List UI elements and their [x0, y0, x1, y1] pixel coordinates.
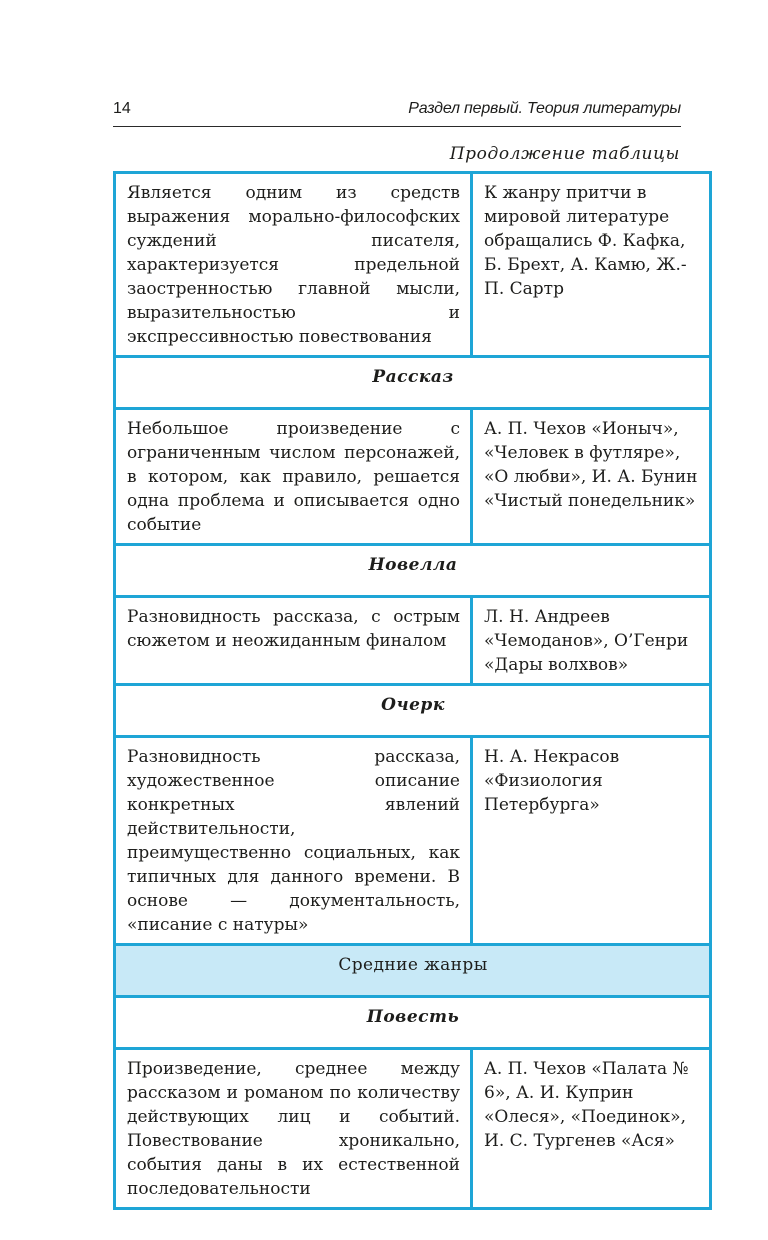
subhead-row	[115, 997, 711, 1049]
description-cell: Небольшое произведение с ограниченным числом персонажей, в котором, как правило, решается одна проблема и описывается одно событие	[115, 409, 472, 545]
examples-cell: К жанру притчи в мировой литературе обращались Ф. Кафка, Б. Брехт, А. Камю, Ж.-П. Сартр	[472, 173, 711, 357]
page-number: 14	[113, 100, 131, 117]
table-row	[115, 597, 711, 685]
genre-subheading: Повесть	[115, 997, 711, 1049]
examples-cell: А. П. Чехов «Ионыч», «Человек в футляре», «О любви», И. А. Бунин «Чистый понедельник»	[472, 409, 711, 545]
examples-cell: А. П. Чехов «Палата № 6», А. И. Куприн «Олеся», «Поединок», И. С. Тургенев «Ася»	[472, 1049, 711, 1209]
genre-subheading: Очерк	[115, 685, 711, 737]
subhead-row	[115, 685, 711, 737]
examples-cell: Л. Н. Андреев «Чемоданов», О’Генри «Дары волхвов»	[472, 597, 711, 685]
description-cell: Разновидность рассказа, художественное описание конкретных явлений действительности, преимущественно социальных, как типичных для данного времени. В основе — документальность, «писание с натуры»	[115, 737, 472, 945]
subhead-row	[115, 545, 711, 597]
table-row	[115, 1049, 711, 1209]
section-heading: Средние жанры	[115, 945, 711, 997]
table-row	[115, 737, 711, 945]
examples-cell: Н. А. Некрасов «Физиология Петербурга»	[472, 737, 711, 945]
description-cell: Произведение, среднее между рассказом и романом по количеству действующих лиц и событий. Повествование хроникально, события даны в их естественной последовательности	[115, 1049, 472, 1209]
genre-table	[113, 171, 712, 1210]
genre-subheading: Новелла	[115, 545, 711, 597]
table-continuation-label: Продолжение таблицы	[449, 144, 680, 164]
running-title: Раздел первый. Теория литературы	[408, 100, 681, 117]
section-row	[115, 945, 711, 997]
genre-subheading: Рассказ	[115, 357, 711, 409]
page-header	[113, 96, 681, 127]
description-cell: Разновидность рассказа, с острым сюжетом и неожиданным финалом	[115, 597, 472, 685]
table-row	[115, 409, 711, 545]
subhead-row	[115, 357, 711, 409]
description-cell: Является одним из средств выражения морально-философских суждений писателя, характеризуется предельной заостренностью главной мысли, выразительностью и экспрессивностью повествования	[115, 173, 472, 357]
table-row	[115, 173, 711, 357]
